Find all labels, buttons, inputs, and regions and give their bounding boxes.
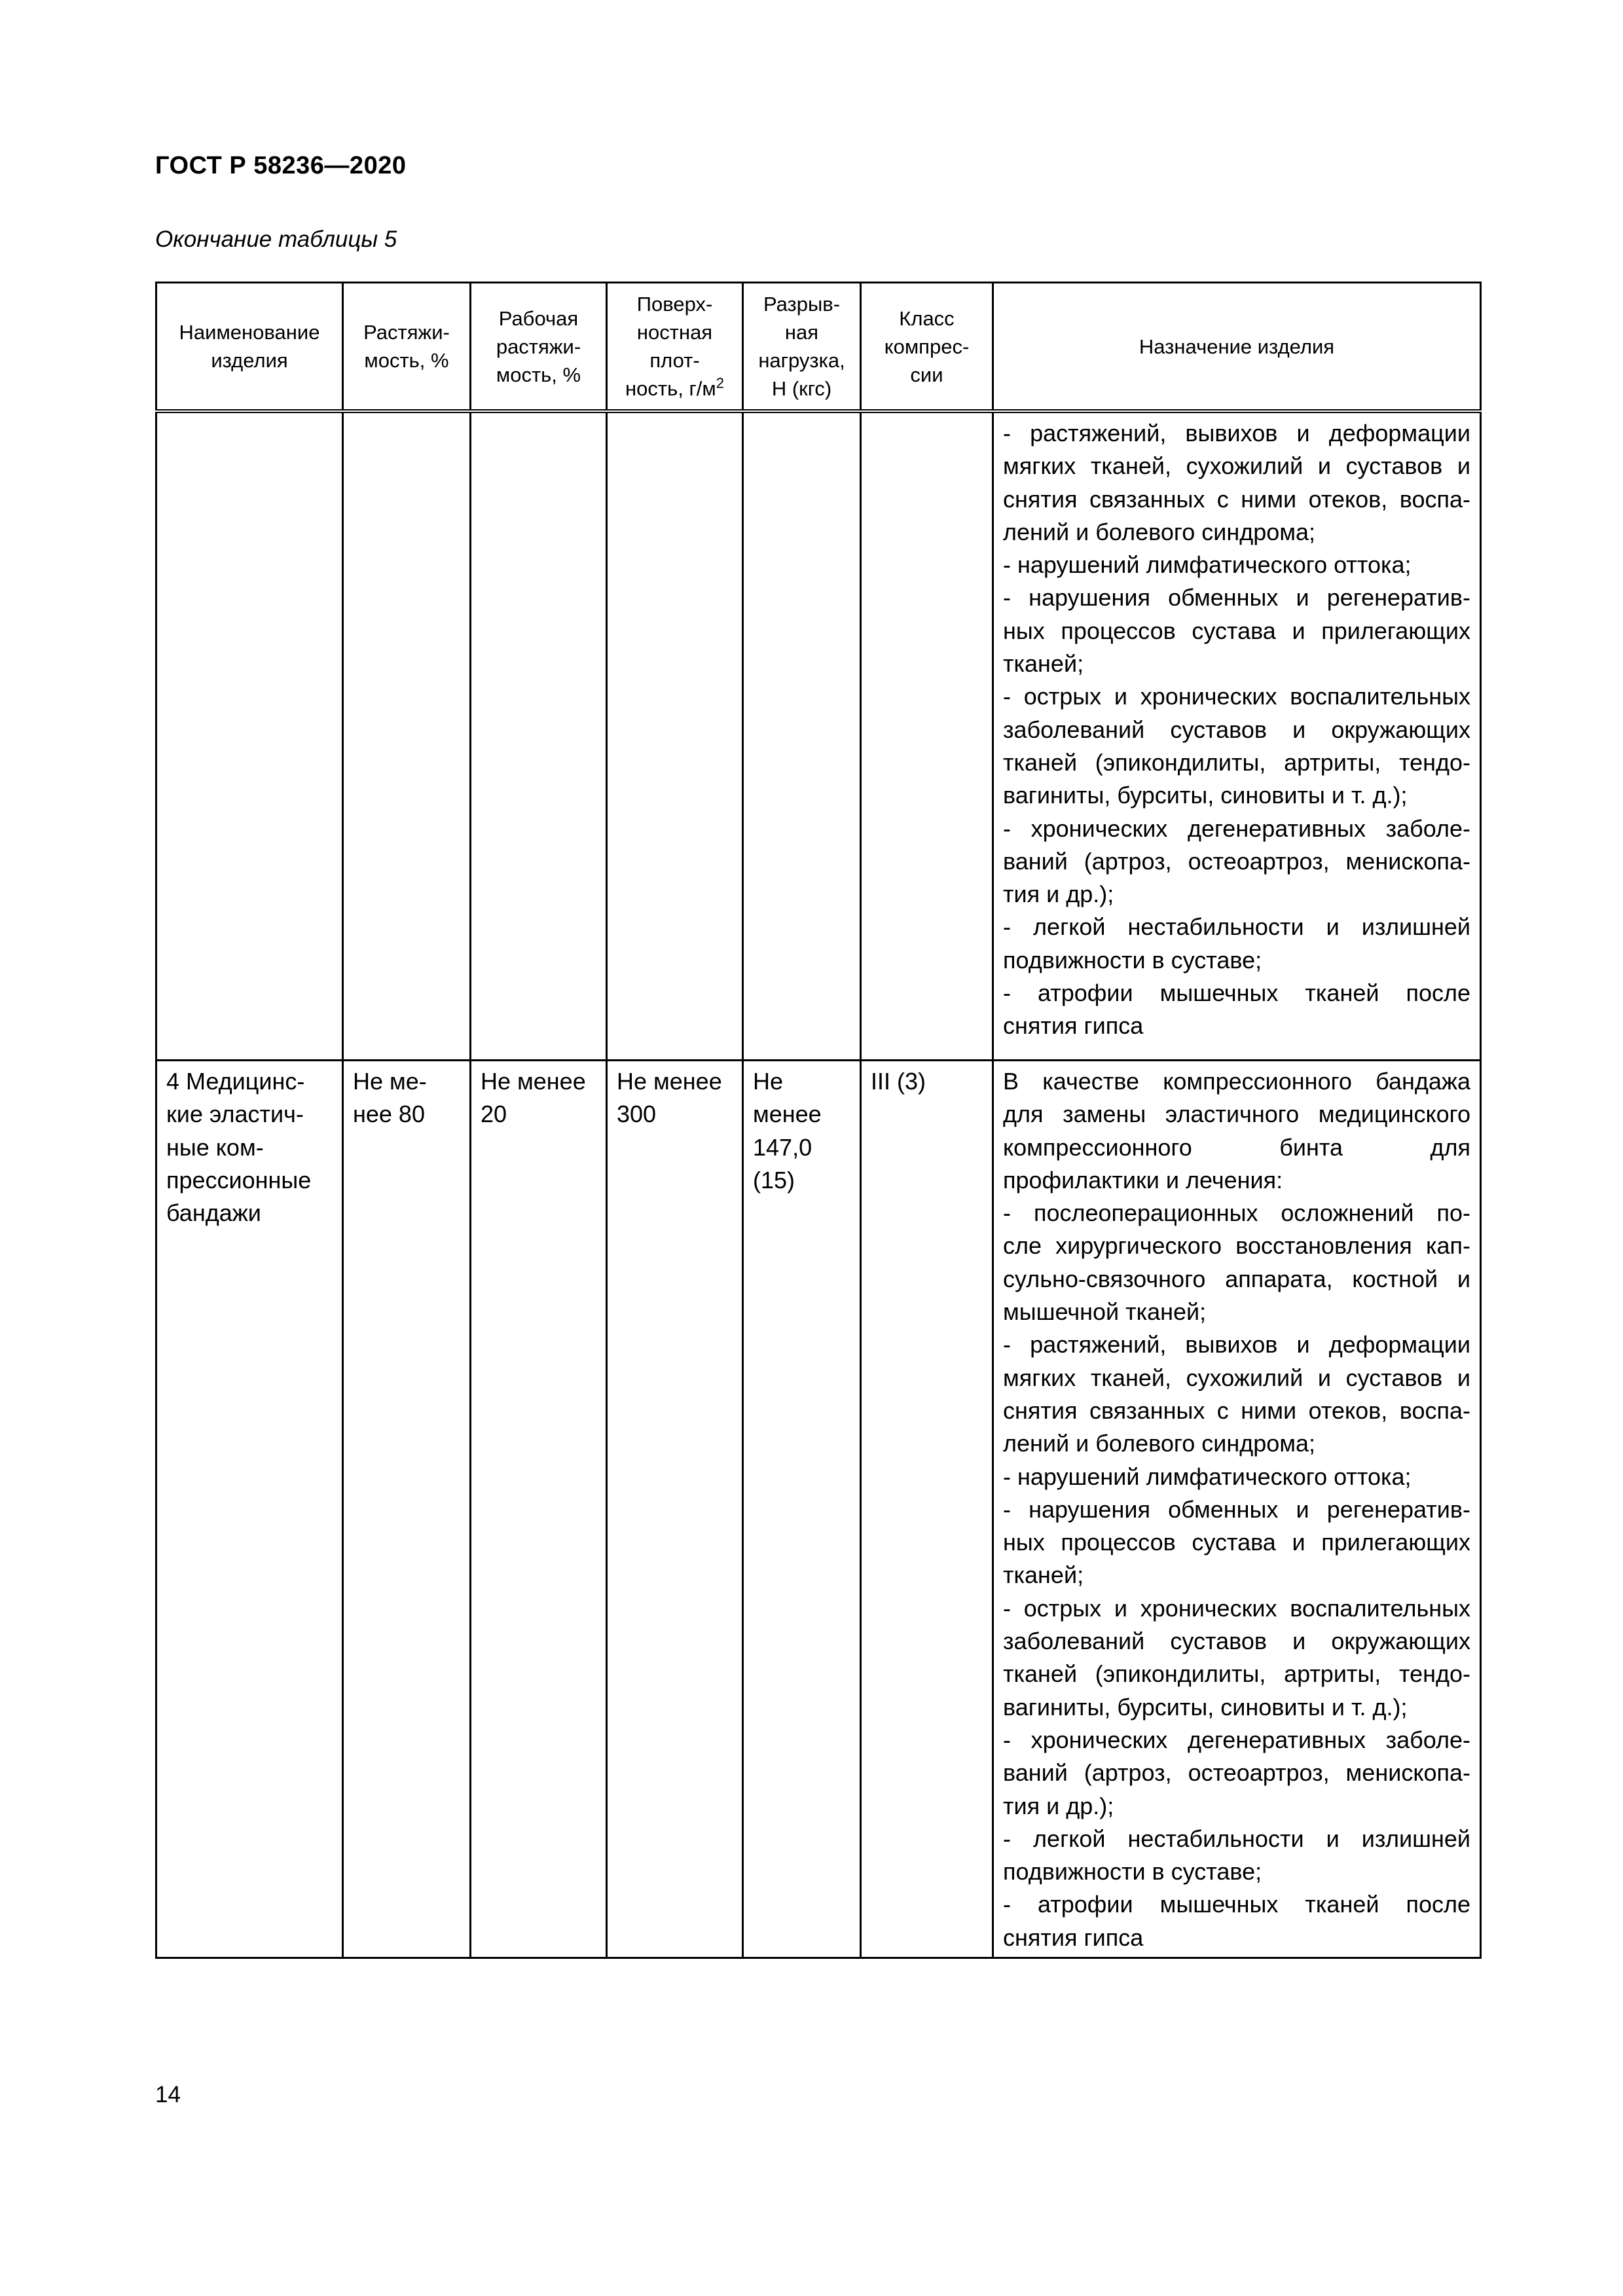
purpose-line: мягких тканей, сухожилий и суставов и: [1003, 1364, 1470, 1391]
cell-line: Не менее: [617, 1068, 722, 1095]
purpose-line: снятия связанных с ними отеков, воспа-: [1003, 485, 1470, 513]
purpose-line: профилактики и лечения:: [1003, 1166, 1283, 1194]
cell-stretch: [343, 1061, 471, 1958]
purpose-line: ных процессов сустава и прилегающих: [1003, 1529, 1470, 1556]
cell-line: Не менее: [481, 1068, 586, 1095]
cell-line: бандажи: [166, 1199, 261, 1227]
table-row-item-4: [156, 1061, 1481, 1958]
cell-purpose: [993, 411, 1481, 1061]
table-header-row: [156, 283, 1481, 412]
purpose-line: сульно-связочного аппарата, костной и: [1003, 1265, 1470, 1292]
cell-working-stretch: [471, 1061, 607, 1958]
purpose-line: снятия гипса: [1003, 1923, 1144, 1951]
purpose-line: тия и др.);: [1003, 1792, 1114, 1819]
unit-exponent: 2: [716, 374, 724, 392]
cell-stretch: [343, 411, 471, 1061]
cell-breaking-load: [743, 1061, 861, 1958]
cell-name: [156, 1061, 343, 1958]
purpose-line: сле хирургического восстановления кап-: [1003, 1232, 1470, 1260]
purpose-line: - атрофии мышечных тканей после: [1003, 1891, 1470, 1918]
purpose-line: - хронических дегенеративных заболе-: [1003, 814, 1470, 842]
cell-working-stretch: [471, 411, 607, 1061]
purpose-line: - нарушения обменных и регенератив-: [1003, 1495, 1470, 1523]
purpose-line: - легкой нестабильности и излишней: [1003, 913, 1470, 941]
cell-line: 147,0: [753, 1133, 812, 1161]
purpose-line: - легкой нестабильности и излишней: [1003, 1825, 1470, 1852]
col-header-compression-class: Класс компрес- сии: [861, 283, 993, 412]
cell-compression-class: [861, 1061, 993, 1958]
purpose-line: мягких тканей, сухожилий и суставов и: [1003, 452, 1470, 480]
cell-line: ные ком-: [166, 1133, 264, 1161]
purpose-line: ваний (артроз, остеоартроз, менископа-: [1003, 847, 1470, 875]
cell-line: кие эластич-: [166, 1101, 304, 1128]
standard-designation: ГОСТ Р 58236—2020: [155, 152, 407, 179]
cell-line: нее 80: [353, 1101, 425, 1128]
cell-line: 300: [617, 1101, 657, 1128]
cell-surface-density: [607, 411, 743, 1061]
purpose-line: ваний (артроз, остеоартроз, менископа-: [1003, 1759, 1470, 1787]
purpose-line: вагиниты, бурситы, синовиты и т. д.);: [1003, 782, 1408, 809]
cell-line: (15): [753, 1166, 795, 1194]
col-header-purpose: Назначение изделия: [993, 283, 1481, 412]
purpose-line: тканей;: [1003, 1561, 1084, 1589]
table-caption: Окончание таблицы 5: [155, 227, 397, 252]
purpose-line: мышечной тканей;: [1003, 1298, 1207, 1326]
col-header-name: Наименование изделия: [156, 283, 343, 412]
purpose-line: для замены эластичного медицинского: [1003, 1101, 1470, 1128]
purpose-line: компрессионного бинта для: [1003, 1133, 1470, 1161]
purpose-line: - атрофии мышечных тканей после: [1003, 979, 1470, 1007]
purpose-line: лений и болевого синдрома;: [1003, 1430, 1316, 1457]
purpose-line: - нарушений лимфатического оттока;: [1003, 1463, 1412, 1490]
cell-breaking-load: [743, 411, 861, 1061]
purpose-line: лений и болевого синдрома;: [1003, 518, 1316, 545]
col-header-stretch: Растяжи- мость, %: [343, 283, 471, 412]
purpose-line: - нарушений лимфатического оттока;: [1003, 551, 1412, 579]
compression-class-value: III (3): [871, 1068, 926, 1095]
cell-name: [156, 411, 343, 1061]
purpose-line: - послеоперационных осложнений по-: [1003, 1199, 1470, 1227]
purpose-line: - острых и хронических воспалительных: [1003, 683, 1470, 710]
cell-line: Не ме-: [353, 1068, 427, 1095]
purpose-line: тканей (эпикондилиты, артриты, тендо-: [1003, 748, 1470, 776]
purpose-line: - нарушения обменных и регенератив-: [1003, 584, 1470, 611]
cell-line: прессионные: [166, 1166, 312, 1194]
col-header-breaking-load: Разрыв- ная нагрузка, Н (кгс): [743, 283, 861, 412]
purpose-line: - острых и хронических воспалительных: [1003, 1594, 1470, 1622]
specification-table: [155, 282, 1482, 1959]
purpose-line: снятия гипса: [1003, 1012, 1144, 1040]
purpose-line: - растяжений, вывихов и деформации: [1003, 1331, 1470, 1358]
col-header-working-stretch: Рабочая растяжи- мость, %: [471, 283, 607, 412]
col-header-surface-density: Поверх- ностная плот- ность, $г/м^2$: [607, 283, 743, 412]
purpose-line: подвижности в суставе;: [1003, 1858, 1262, 1886]
purpose-line: - хронических дегенеративных заболе-: [1003, 1726, 1470, 1753]
purpose-line: заболеваний суставов и окружающих: [1003, 1628, 1470, 1655]
purpose-line: тканей;: [1003, 650, 1084, 678]
purpose-line: тканей (эпикондилиты, артриты, тендо-: [1003, 1660, 1470, 1688]
cell-compression-class: [861, 411, 993, 1061]
purpose-line: заболеваний суставов и окружающих: [1003, 716, 1470, 743]
purpose-line: тия и др.);: [1003, 881, 1114, 908]
cell-surface-density: [607, 1061, 743, 1958]
purpose-line: - растяжений, вывихов и деформации: [1003, 420, 1470, 446]
cell-line: 20: [481, 1101, 507, 1128]
cell-line: менее: [753, 1101, 822, 1128]
purpose-line: В качестве компрессионного бандажа: [1003, 1068, 1470, 1095]
cell-line: 4 Медицинс-: [166, 1068, 305, 1095]
purpose-line: ных процессов сустава и прилегающих: [1003, 617, 1470, 644]
purpose-line: вагиниты, бурситы, синовиты и т. д.);: [1003, 1693, 1408, 1721]
purpose-line: снятия связанных с ними отеков, воспа-: [1003, 1396, 1470, 1424]
cell-line: Не: [753, 1068, 784, 1095]
purpose-line: подвижности в суставе;: [1003, 946, 1262, 974]
page-number: 14: [155, 2082, 181, 2107]
cell-purpose: [993, 1061, 1481, 1958]
table-row-continuation: [156, 411, 1481, 1061]
